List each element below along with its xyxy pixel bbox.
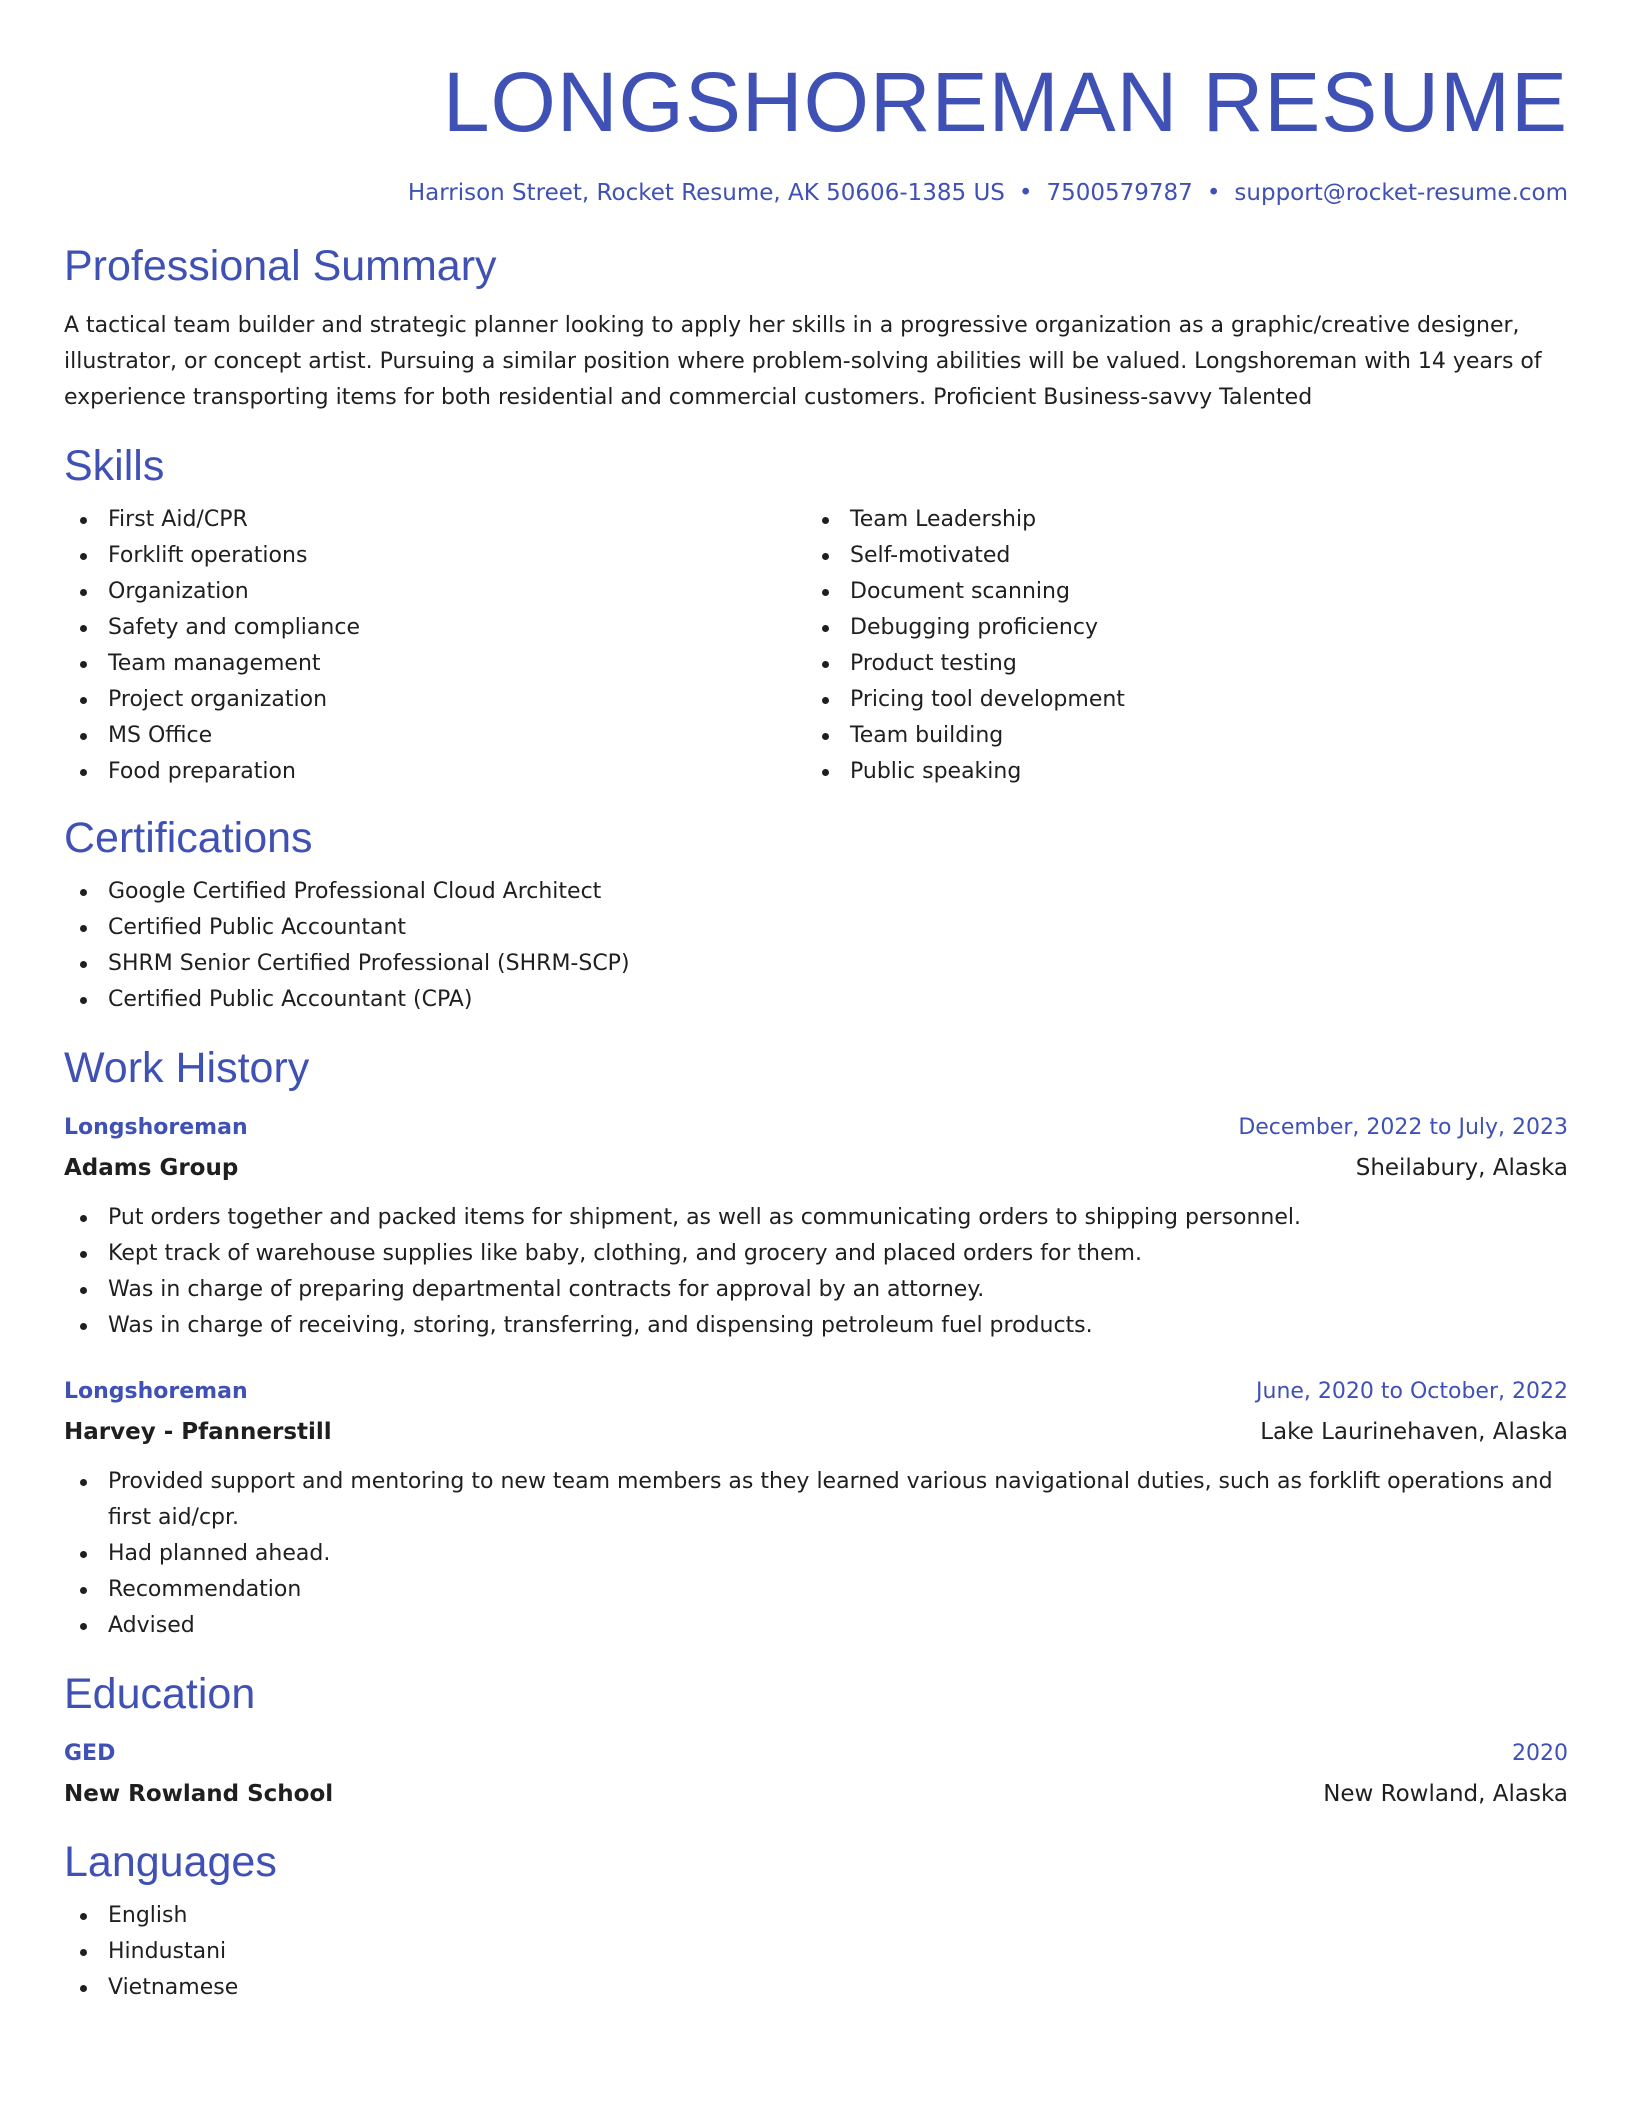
certification-item: SHRM Senior Certified Professional (SHRM-SCP) [64,946,1568,982]
skills-list [64,502,1568,790]
job-location: Lake Laurinehaven, Alaska [1260,1419,1568,1445]
job-title: Longshoreman [64,1379,248,1404]
skill-item: Safety and compliance [64,610,806,646]
job-dates: June, 2020 to October, 2022 [1256,1379,1568,1404]
resume-header [64,0,1568,208]
education-year: 2020 [1512,1741,1568,1766]
job-entry [64,1108,1568,1344]
job-duties [64,1200,1568,1344]
education-subheader [64,1774,1568,1814]
skill-item: Organization [64,574,806,610]
section-title-work-history: Work History [64,1044,310,1092]
contact-address: Harrison Street, Rocket Resume, AK 50606-1385 US [407,180,1005,206]
contact-email[interactable]: support@rocket-resume.com [1234,180,1568,206]
language-item: English [64,1898,1568,1934]
job-company: Harvey - Pfannerstill [64,1419,332,1445]
section-title-education: Education [64,1670,256,1718]
certification-item: Certified Public Accountant [64,910,1568,946]
skill-item: Team building [806,718,1548,754]
skills-column-left [64,502,806,790]
contact-phone: 7500579787 [1046,180,1193,206]
skill-item: Project organization [64,682,806,718]
certification-item: Google Certified Professional Cloud Architect [64,874,1568,910]
resume-page [64,0,1568,2006]
certification-item: Certified Public Accountant (CPA) [64,982,1568,1018]
language-item: Hindustani [64,1934,1568,1970]
job-duty: Was in charge of receiving, storing, transferring, and dispensing petroleum fuel products. [64,1308,1568,1344]
skill-item: First Aid/CPR [64,502,806,538]
job-dates: December, 2022 to July, 2023 [1238,1115,1568,1140]
job-duty: Kept track of warehouse supplies like baby, clothing, and grocery and placed orders for them. [64,1236,1568,1272]
job-header [64,1372,1568,1412]
job-subheader [64,1148,1568,1188]
skill-item: Food preparation [64,754,806,790]
section-title-certifications: Certifications [64,814,313,862]
summary-text: A tactical team builder and strategic planner looking to apply her skills in a progressive organization as a graphic/creative designer, illustrator, or concept artist. Pursuing a similar position where problem-solving abilities will be valued. Longshoreman with 14 years of experience transporting items for both residential and commercial customers. Proficient Business-savvy Talented [64,313,1542,410]
language-item: Vietnamese [64,1970,1568,2006]
contact-separator: • [1206,180,1221,206]
section-title-summary: Professional Summary [64,242,497,290]
job-company: Adams Group [64,1155,239,1181]
skill-item: Pricing tool development [806,682,1548,718]
certifications-list [64,874,1568,1018]
skills-column-right [806,502,1548,790]
job-duty: Provided support and mentoring to new team members as they learned various navigational duties, such as forklift operations and first aid/cpr. [64,1464,1568,1536]
job-header [64,1108,1568,1148]
job-location: Sheilabury, Alaska [1355,1155,1568,1181]
job-entry [64,1372,1568,1644]
skill-item: Debugging proficiency [806,610,1548,646]
contact-separator: • [1018,180,1033,206]
skill-item: Team management [64,646,806,682]
contact-line [64,178,1568,208]
education-location: New Rowland, Alaska [1323,1781,1568,1807]
languages-list [64,1898,1568,2006]
job-duty: Recommendation [64,1572,1568,1608]
skill-item: Product testing [806,646,1548,682]
job-title: Longshoreman [64,1115,248,1140]
job-duty: Put orders together and packed items for shipment, as well as communicating orders to shipping personnel. [64,1200,1568,1236]
job-duty: Had planned ahead. [64,1536,1568,1572]
job-duties [64,1464,1568,1644]
skill-item: Public speaking [806,754,1548,790]
education-entry [64,1734,1568,1814]
job-subheader [64,1412,1568,1452]
skill-item: MS Office [64,718,806,754]
education-school: New Rowland School [64,1781,334,1807]
education-header [64,1734,1568,1774]
job-duty: Advised [64,1608,1568,1644]
skill-item: Self-motivated [806,538,1548,574]
skill-item: Forklift operations [64,538,806,574]
section-title-languages: Languages [64,1838,277,1886]
skill-item: Team Leadership [806,502,1548,538]
job-duty: Was in charge of preparing departmental contracts for approval by an attorney. [64,1272,1568,1308]
resume-name: LONGSHOREMAN RESUME [442,55,1568,149]
education-degree: GED [64,1741,116,1766]
skill-item: Document scanning [806,574,1548,610]
section-title-skills: Skills [64,442,165,490]
